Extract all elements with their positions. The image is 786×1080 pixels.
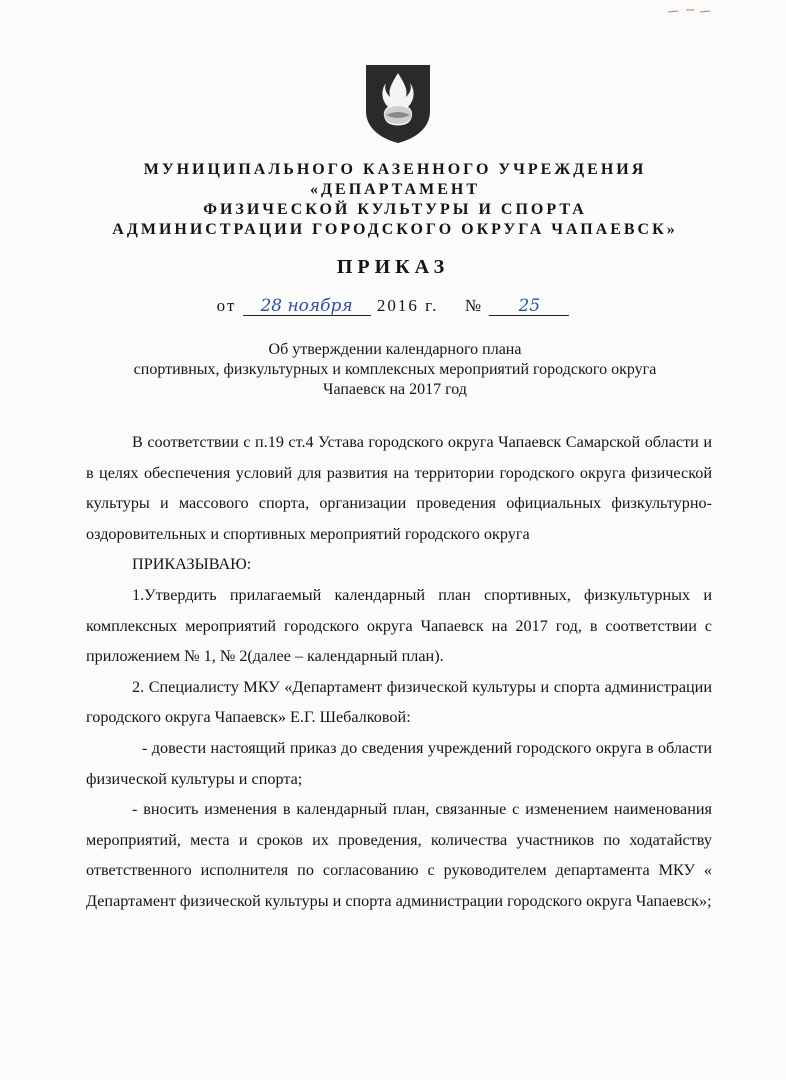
header-line-1: МУНИЦИПАЛЬНОГО КАЗЕННОГО УЧРЕЖДЕНИЯ xyxy=(143,161,647,178)
institution-header xyxy=(60,160,730,240)
year: 2016 г. xyxy=(376,296,439,315)
number-sign: № xyxy=(464,296,484,315)
paragraph-item-2: 2. Специалисту МКУ «Департамент физической культуры и спорта администрации городского округа Чапаевск» Е.Г. Шебалковой: xyxy=(86,677,712,727)
subject-line-1: Об утверждении календарного плана xyxy=(268,341,522,358)
paragraph-order-word: ПРИКАЗЫВАЮ: xyxy=(132,555,252,574)
coat-of-arms-icon xyxy=(362,63,434,145)
header-line-2: «ДЕПАРТАМЕНТ xyxy=(310,181,480,198)
order-body xyxy=(86,427,712,917)
handwritten-date: 28 ноября xyxy=(243,297,371,316)
date-line xyxy=(0,296,786,316)
date-prefix: от xyxy=(216,296,237,315)
paragraph-item-1: 1.Утвердить прилагаемый календарный план спортивных, физкультурных и комплексных мероприятий городского округа Чапаевск на 2017 год, в соответствии с приложением № 1, № 2(далее – календарный план). xyxy=(86,585,712,666)
paragraph-item-2-b: - вносить изменения в календарный план, связанные с изменением наименования мероприятий, места и сроков их проведения, количества участников по ходатайству ответственного исполнителя по согласованию с руководителем департамента МКУ « Департамент физической культуры и спорта администрации городского округа Чапаевск»; xyxy=(86,800,712,910)
header-line-4: АДМИНИСТРАЦИИ ГОРОДСКОГО ОКРУГА ЧАПАЕВСК» xyxy=(112,221,678,238)
header-line-3: ФИЗИЧЕСКОЙ КУЛЬТУРЫ И СПОРТА xyxy=(203,201,587,218)
document-title: ПРИКАЗ xyxy=(336,256,450,278)
subject-line-2: спортивных, физкультурных и комплексных мероприятий городского округа xyxy=(133,361,657,378)
paragraph-item-2-a: - довести настоящий приказ до сведения учреждений городского округа в области физической культуры и спорта; xyxy=(86,738,712,788)
order-subject xyxy=(80,340,710,400)
handwritten-number: 25 xyxy=(489,297,569,316)
corner-ink-marks xyxy=(666,6,726,16)
subject-line-3: Чапаевск на 2017 год xyxy=(323,381,467,398)
paragraph-preamble: В соответствии с п.19 ст.4 Устава городского округа Чапаевск Самарской области и в целях обеспечения условий для развития на территории городского округа физической культуры и массового спорта, организации проведения официальных физкультурно-оздоровительных и спортивных мероприятий городского округа xyxy=(86,433,712,543)
